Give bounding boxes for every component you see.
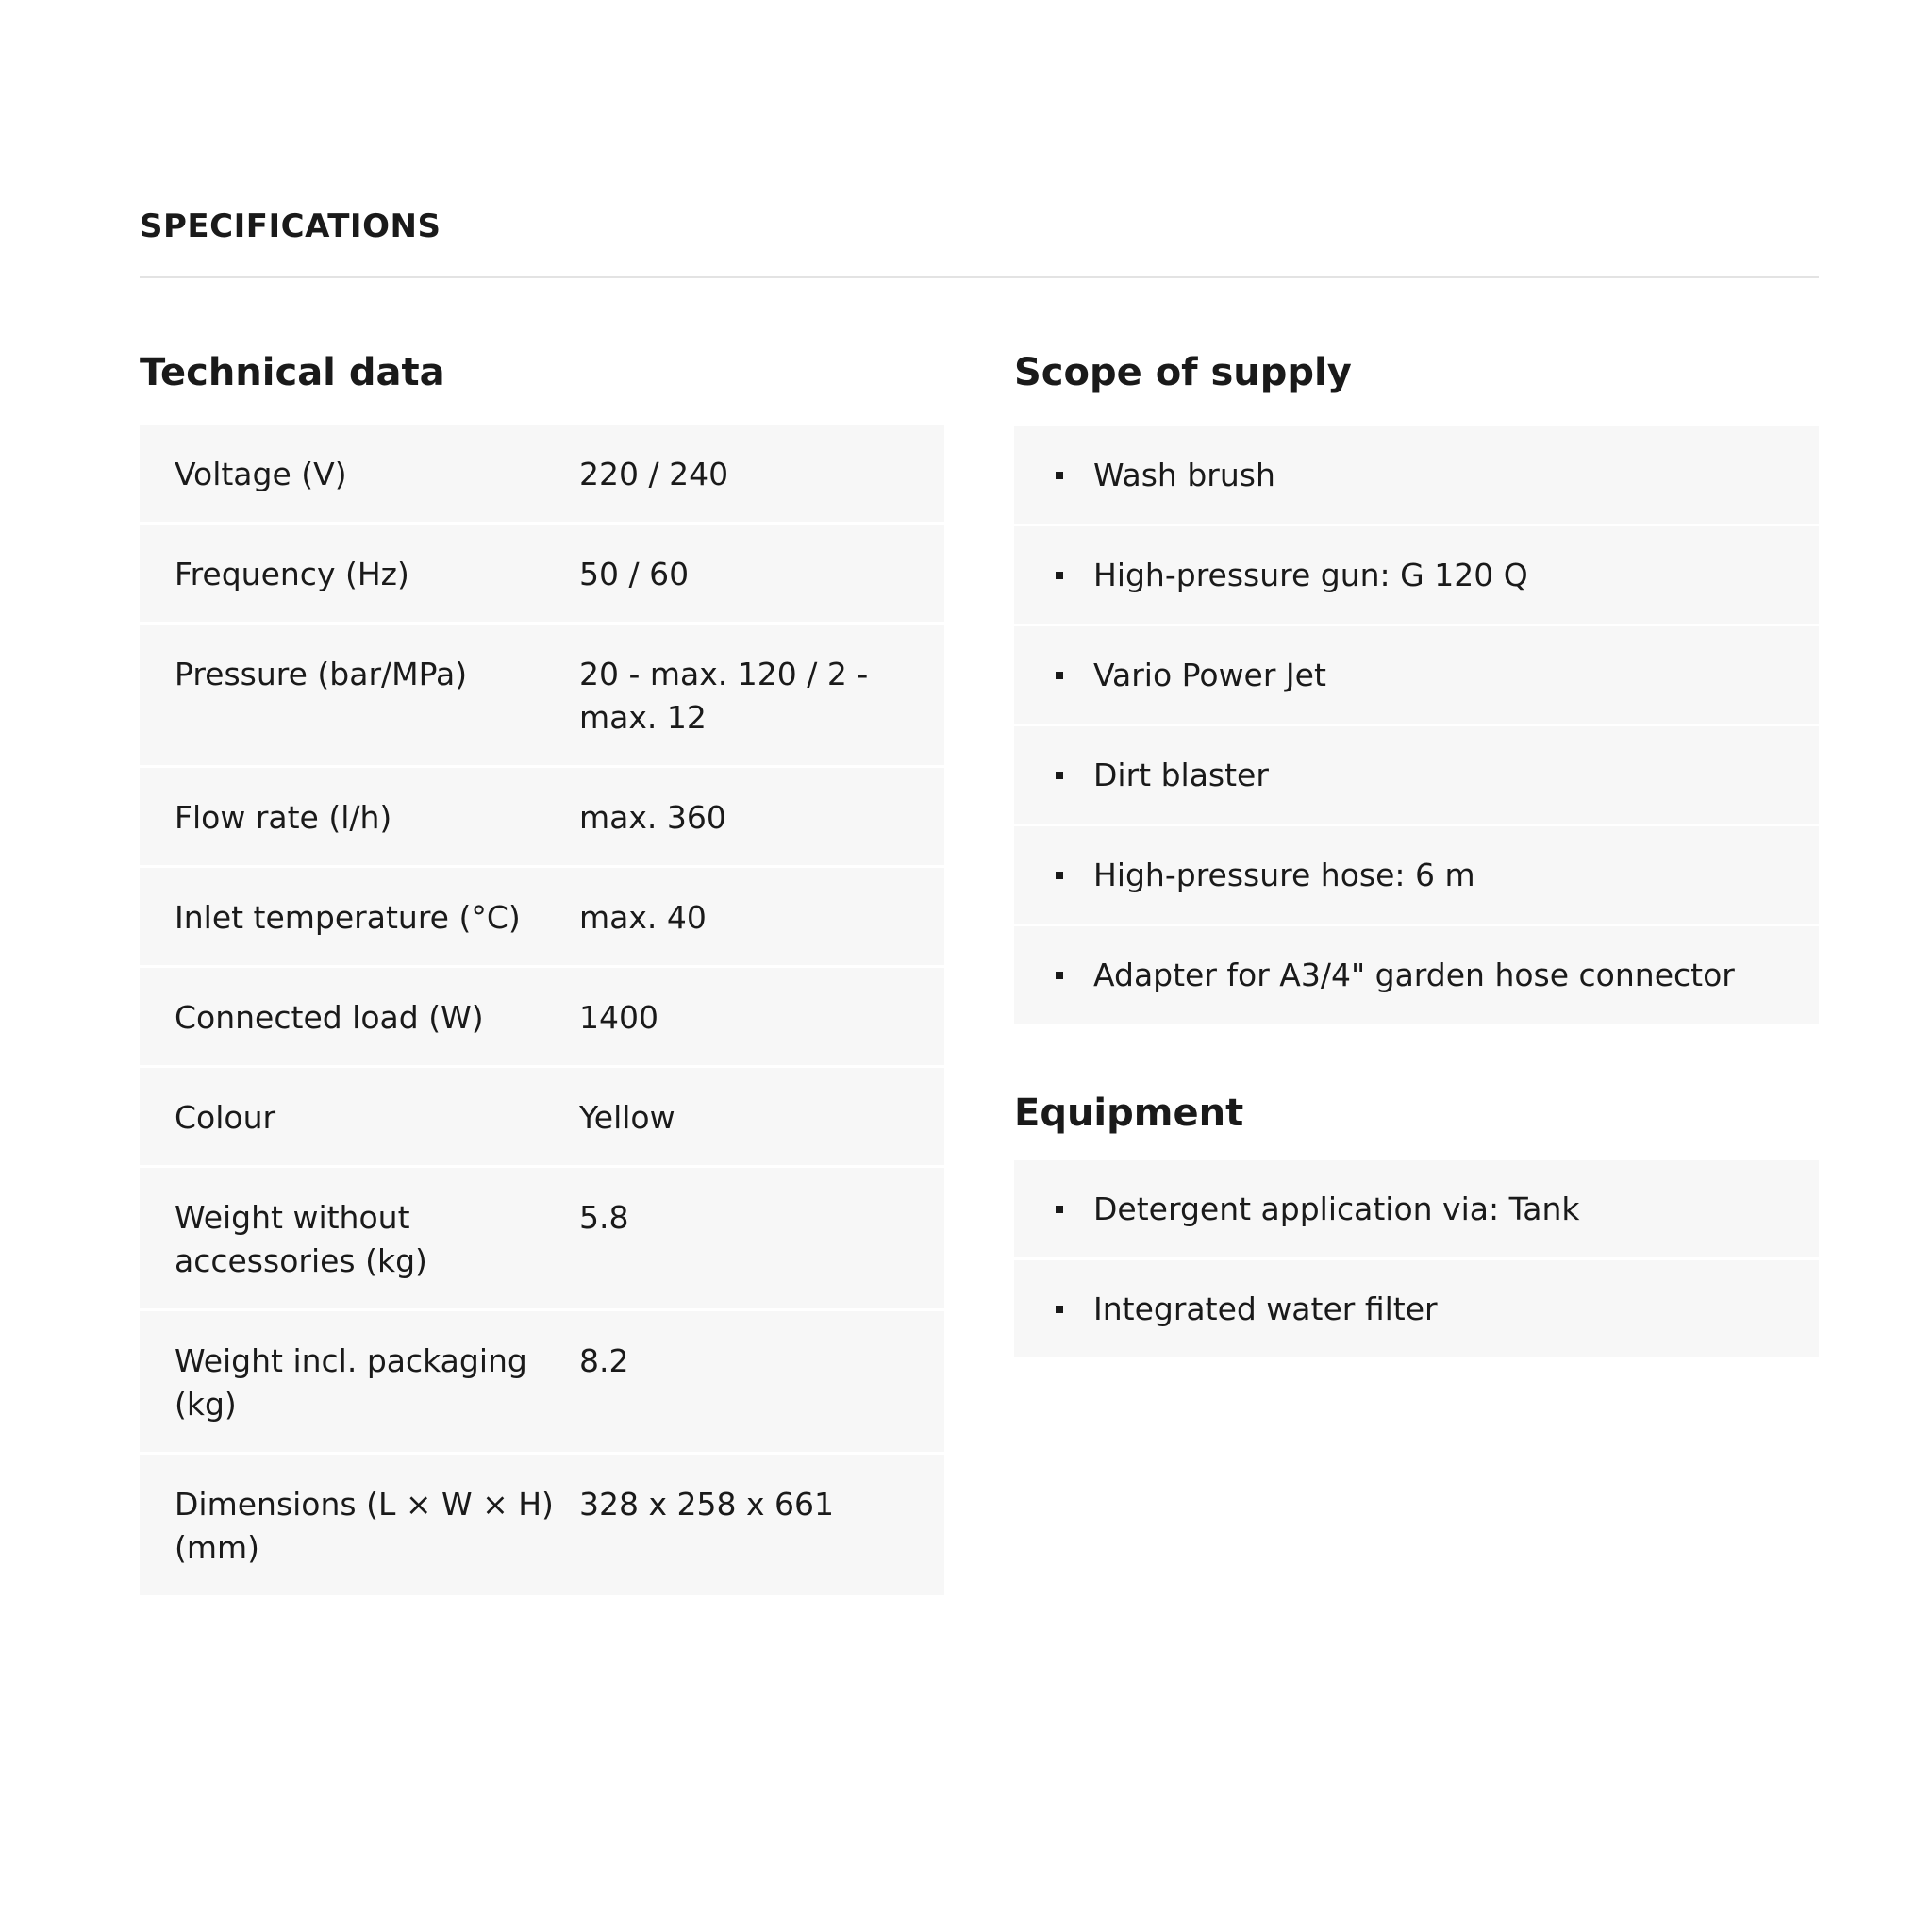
spec-value: 5.8	[579, 1199, 629, 1236]
table-row	[140, 625, 944, 768]
spec-value: 8.2	[579, 1342, 629, 1379]
list-item-label: Integrated water filter	[1093, 1291, 1438, 1327]
technical-data-column	[140, 344, 944, 1598]
spec-key: Colour	[175, 1099, 276, 1136]
list-item	[1014, 826, 1819, 926]
list-item-label: High-pressure gun: G 120 Q	[1093, 557, 1528, 593]
list-item	[1014, 526, 1819, 626]
spec-value: 328 x 258 x 661	[579, 1486, 834, 1523]
table-row	[140, 1068, 944, 1168]
bullet-icon	[1056, 572, 1063, 579]
section-title: SPECIFICATIONS	[140, 208, 441, 245]
list-item-label: Wash brush	[1093, 457, 1275, 493]
list-item	[1014, 1160, 1819, 1260]
list-item	[1014, 926, 1819, 1026]
spec-key: Weight without accessories (kg)	[175, 1199, 427, 1279]
technical-data-table	[140, 425, 944, 1598]
list-item	[1014, 726, 1819, 826]
table-row	[140, 968, 944, 1068]
scope-of-supply-list	[1014, 426, 1819, 1026]
spec-value: 20 - max. 120 / 2 - max. 12	[579, 656, 869, 736]
list-item-label: Vario Power Jet	[1093, 657, 1326, 693]
supply-equipment-column	[1014, 344, 1819, 1598]
table-row	[140, 1168, 944, 1311]
spec-key: Inlet temperature (°C)	[175, 899, 521, 936]
scope-of-supply-title: Scope of supply	[1014, 351, 1352, 394]
bullet-icon	[1056, 772, 1063, 779]
spec-key: Pressure (bar/MPa)	[175, 656, 468, 692]
table-row	[140, 1311, 944, 1455]
spec-key: Frequency (Hz)	[175, 556, 409, 592]
bullet-icon	[1056, 1306, 1063, 1313]
table-row	[140, 525, 944, 625]
list-item-label: Detergent application via: Tank	[1093, 1191, 1580, 1227]
specifications-page	[140, 198, 1819, 1598]
spec-value: max. 40	[579, 899, 707, 936]
spec-columns	[140, 344, 1819, 1598]
bullet-icon	[1056, 972, 1063, 979]
divider	[140, 276, 1819, 278]
table-row	[140, 425, 944, 525]
list-item-label: Adapter for A3/4" garden hose connector	[1093, 957, 1735, 993]
spec-value: 50 / 60	[579, 556, 690, 592]
table-row	[140, 868, 944, 968]
equipment-list	[1014, 1160, 1819, 1360]
spec-value: 1400	[579, 999, 658, 1036]
spec-key: Voltage (V)	[175, 456, 347, 492]
bullet-icon	[1056, 1206, 1063, 1213]
list-item	[1014, 626, 1819, 726]
list-item-label: High-pressure hose: 6 m	[1093, 857, 1475, 893]
table-row	[140, 1455, 944, 1598]
list-item	[1014, 1260, 1819, 1360]
spec-value: 220 / 240	[579, 456, 729, 492]
equipment-title: Equipment	[1014, 1091, 1244, 1135]
list-item-label: Dirt blaster	[1093, 757, 1269, 793]
bullet-icon	[1056, 672, 1063, 679]
table-row	[140, 768, 944, 868]
spec-key: Flow rate (l/h)	[175, 799, 392, 836]
technical-data-title: Technical data	[140, 351, 445, 394]
spec-key: Connected load (W)	[175, 999, 484, 1036]
list-item	[1014, 426, 1819, 526]
spec-value: max. 360	[579, 799, 726, 836]
spec-key: Dimensions (L × W × H) (mm)	[175, 1486, 554, 1566]
spec-value: Yellow	[579, 1099, 675, 1136]
spec-key: Weight incl. packaging (kg)	[175, 1342, 527, 1423]
bullet-icon	[1056, 472, 1063, 479]
bullet-icon	[1056, 872, 1063, 879]
